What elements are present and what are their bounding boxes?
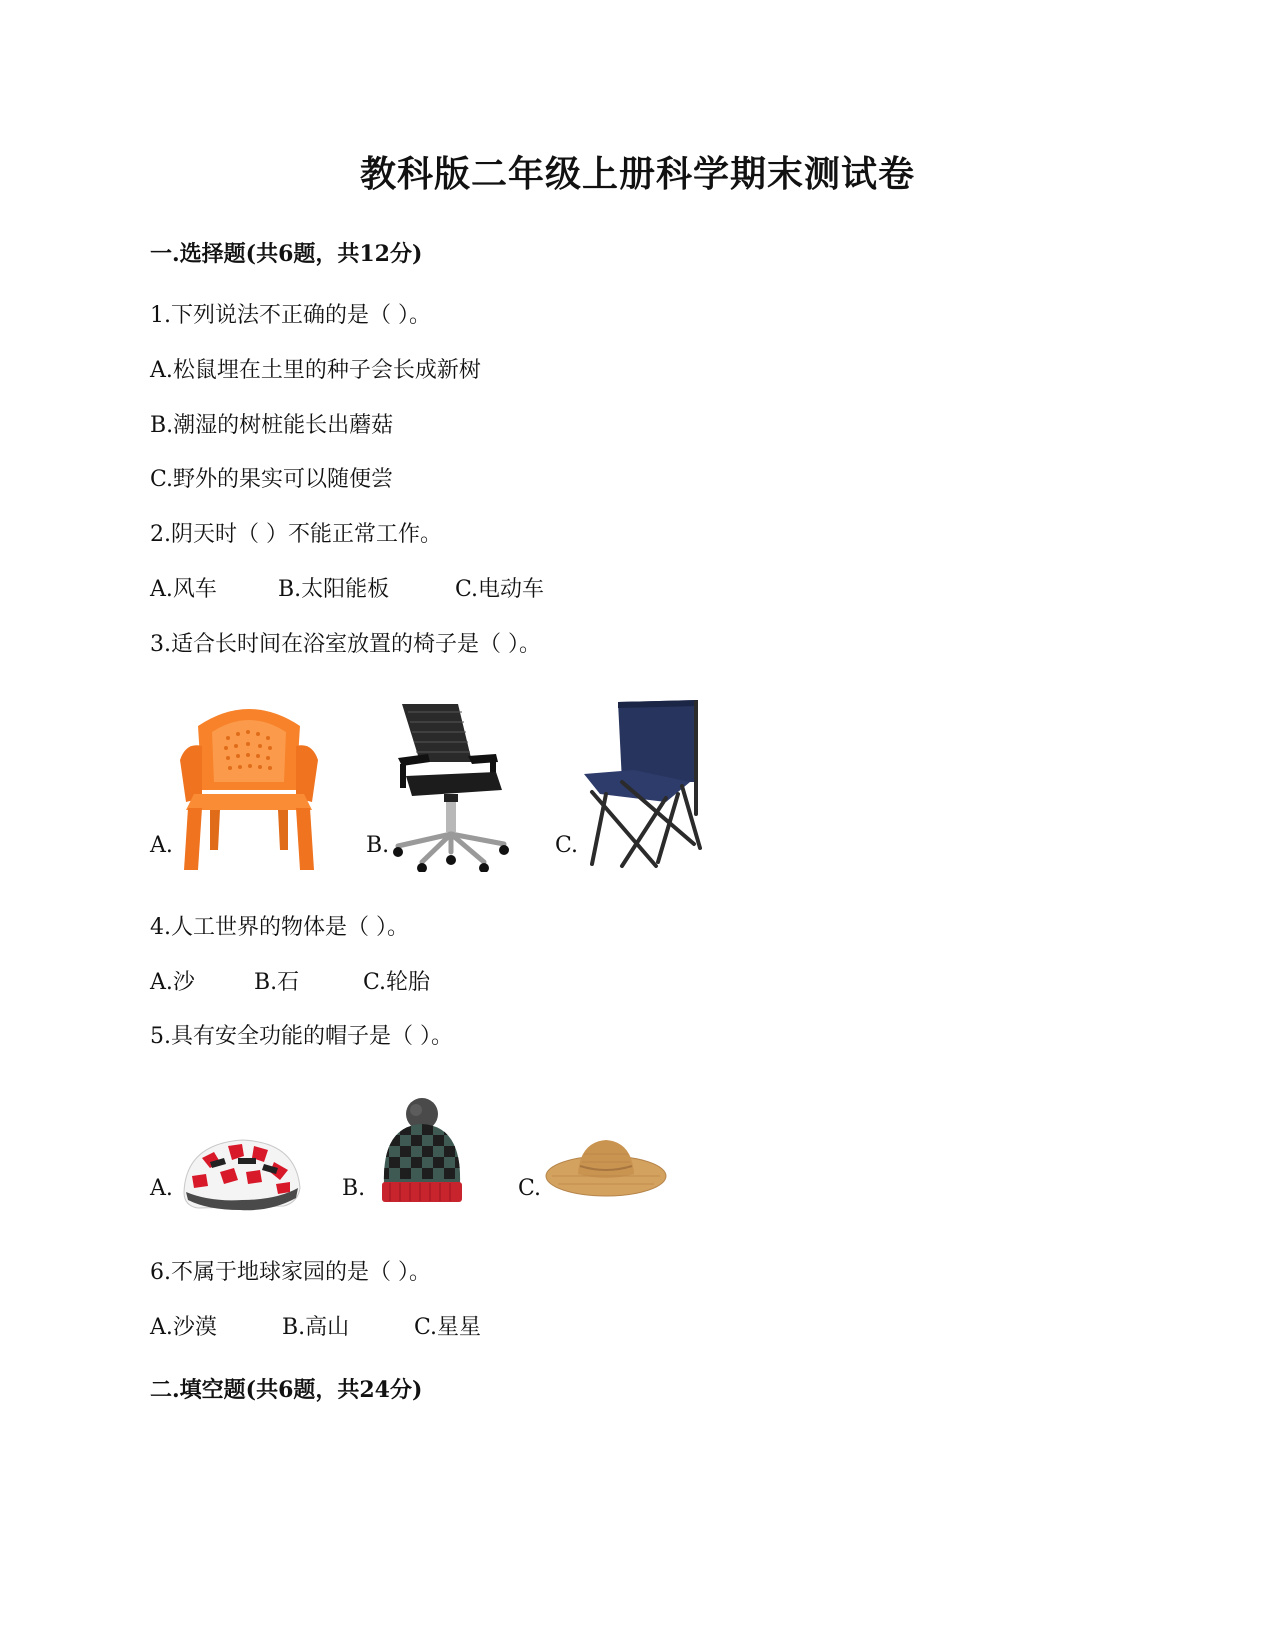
plastic-chair-image: [176, 698, 322, 872]
question-1-option-b: B.潮湿的树桩能长出蘑菇: [150, 413, 394, 438]
question-5-stem: 5.具有安全功能的帽子是（ ）。: [150, 1024, 453, 1049]
question-6-option-b: B.高山: [282, 1315, 350, 1340]
question-6-options: [150, 1310, 481, 1341]
question-6-option-a: A.沙漠: [150, 1315, 217, 1340]
page-title: 教科版二年级上册科学期末测试卷: [359, 153, 915, 195]
question-6-option-c: C.星星: [414, 1315, 482, 1340]
question-5-label-a: A.: [150, 1176, 173, 1201]
question-1-stem: 1.下列说法不正确的是（ ）。: [150, 303, 431, 328]
question-4-option-b: B.石: [254, 970, 300, 995]
question-1-option-c: C.野外的果实可以随便尝: [150, 467, 394, 492]
question-4-option-a: A.沙: [150, 970, 195, 995]
question-2-stem: 2.阴天时（ ）不能正常工作。: [150, 522, 442, 547]
bicycle-helmet-image: [180, 1136, 302, 1216]
straw-hat-image: [544, 1136, 668, 1200]
question-5-label-c: C.: [518, 1176, 542, 1201]
knit-beanie-image: [378, 1096, 466, 1206]
question-1-option-a: A.松鼠埋在土里的种子会长成新树: [150, 358, 481, 383]
section-title-fill-blank: 二.填空题(共6题，共24分): [150, 1377, 423, 1403]
question-3-label-a: A.: [150, 833, 173, 858]
question-4-options: [150, 965, 430, 996]
question-6-stem: 6.不属于地球家园的是（ ）。: [150, 1260, 431, 1285]
question-3-label-c: C.: [555, 833, 579, 858]
question-2-option-b: B.太阳能板: [278, 577, 390, 602]
folding-chair-image: [582, 698, 706, 874]
office-chair-image: [392, 702, 512, 872]
question-5-label-b: B.: [342, 1176, 366, 1201]
section-title-choice: 一.选择题(共6题，共12分): [150, 241, 423, 267]
question-4-stem: 4.人工世界的物体是（ ）。: [150, 915, 409, 940]
question-2-option-c: C.电动车: [455, 577, 545, 602]
question-2-options: [150, 572, 544, 603]
question-3-label-b: B.: [366, 833, 390, 858]
question-2-option-a: A.风车: [150, 577, 217, 602]
question-4-option-c: C.轮胎: [363, 970, 431, 995]
question-3-stem: 3.适合长时间在浴室放置的椅子是（ ）。: [150, 632, 541, 657]
